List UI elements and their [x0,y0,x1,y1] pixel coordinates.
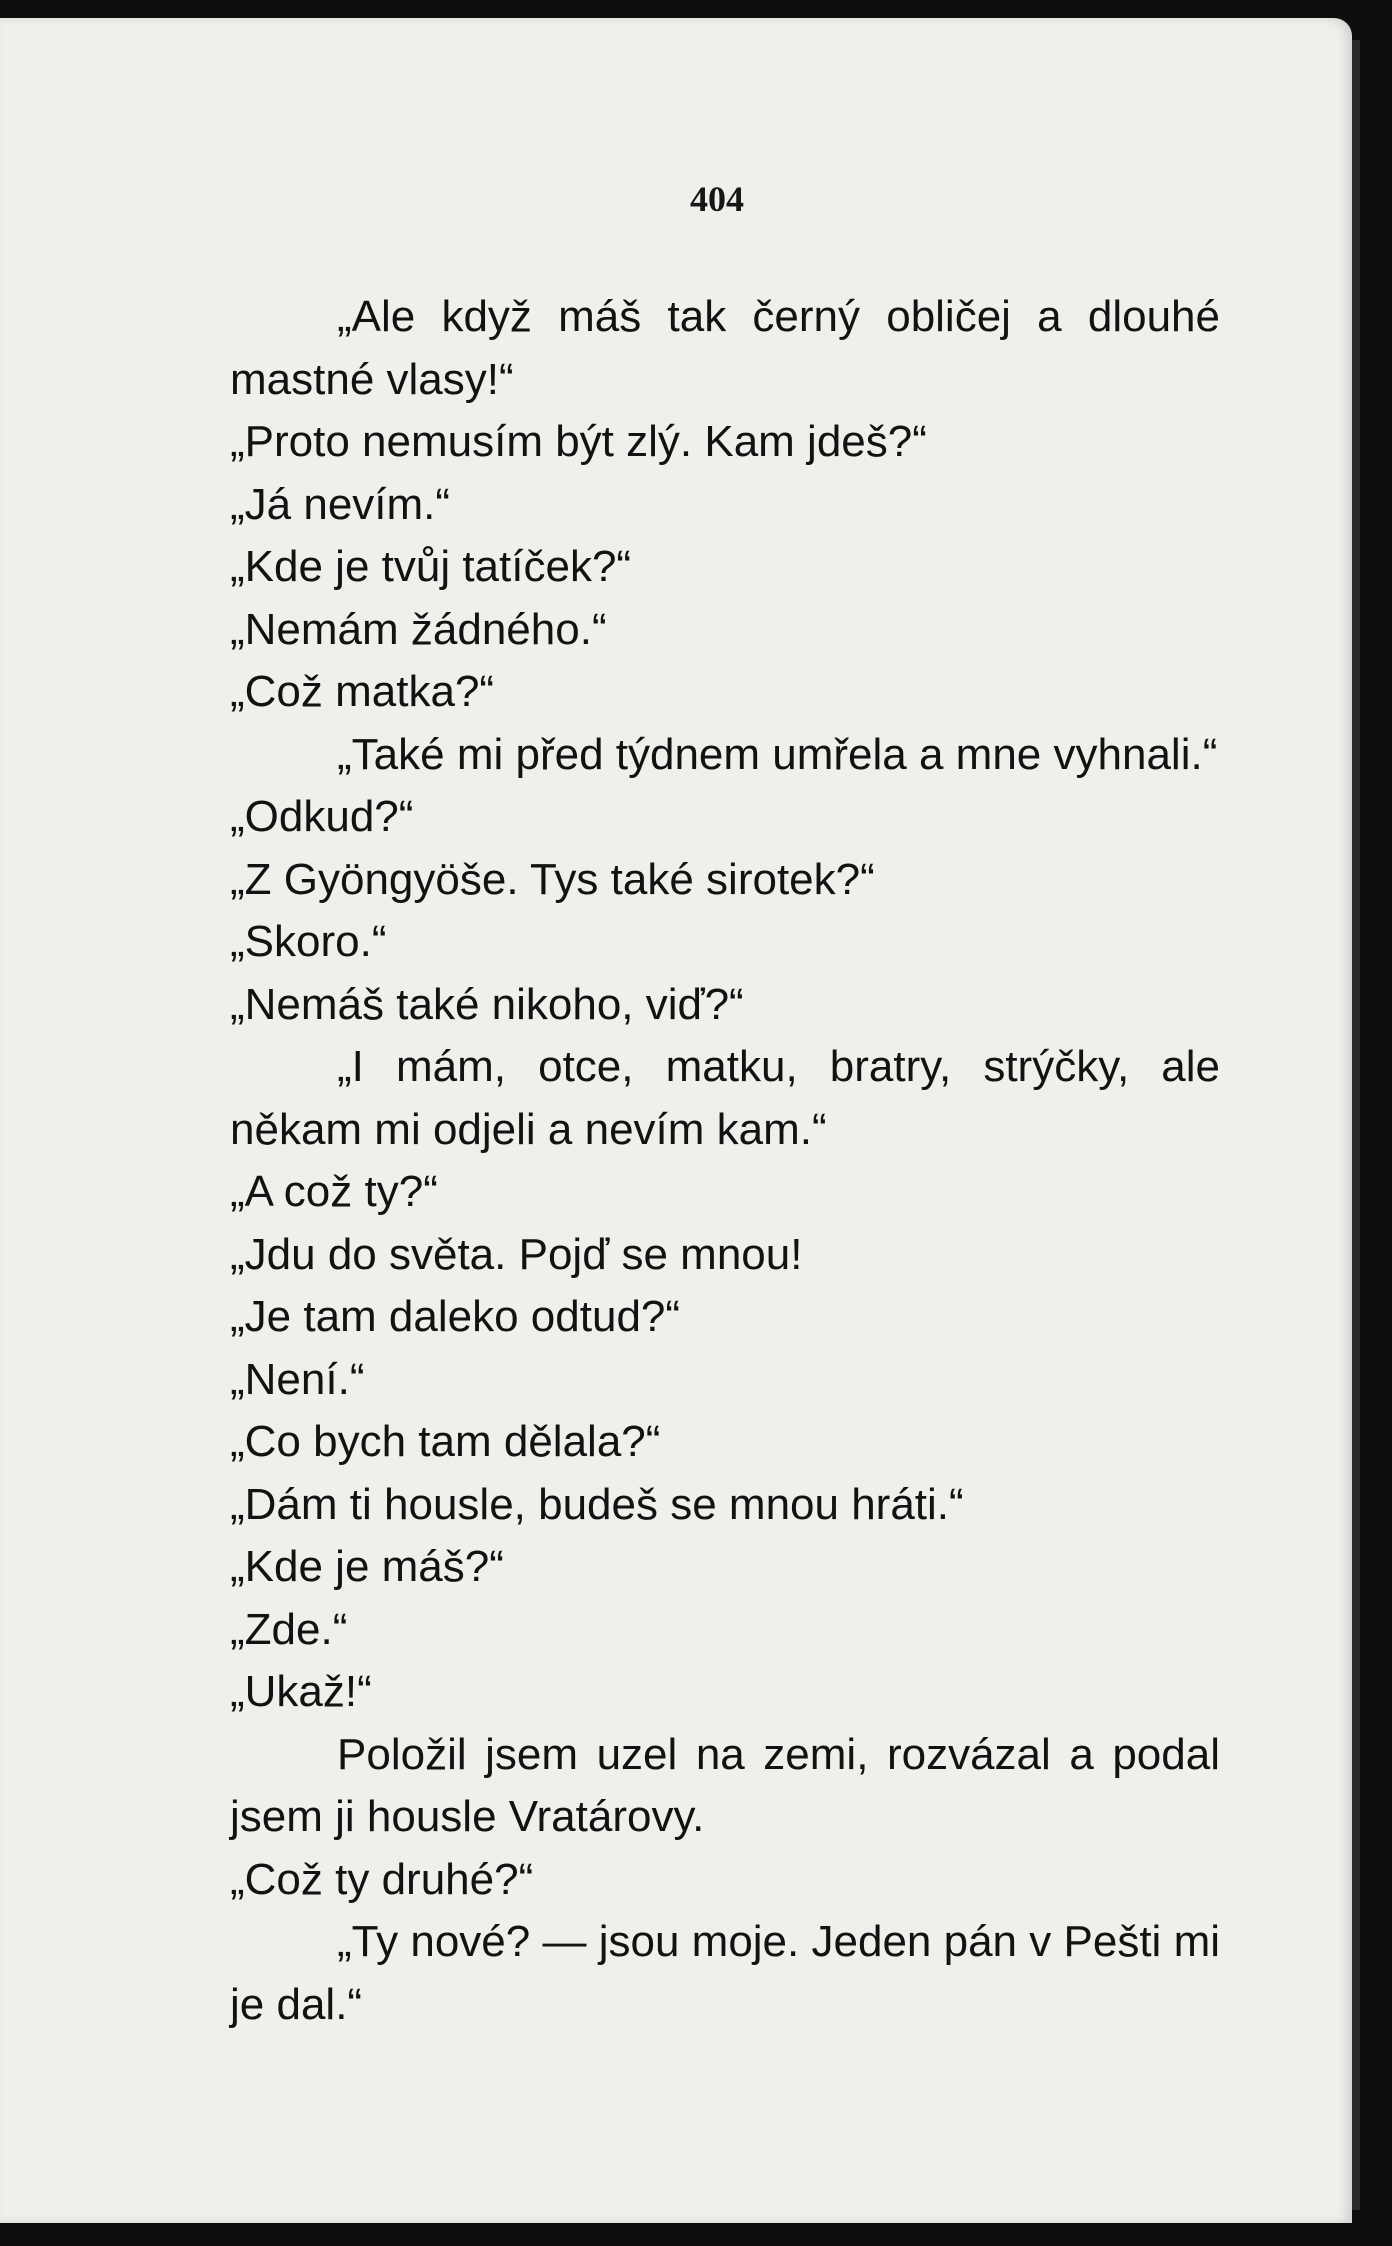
paragraph: „Nemáš také nikoho, viď?“ [230,979,744,1029]
paragraph: „Nemám žádného.“ [230,604,607,654]
paragraph: „Ale když máš tak černý obličej a dlouhé mastné vlasy!“ [230,292,1220,404]
paragraph: „Dám ti housle, budeš se mnou hráti.“ [230,1479,964,1529]
paragraph: „Odkud?“ [230,792,414,841]
paragraph: „Co bych tam dělala?“ [230,1417,661,1466]
paragraph: „Proto nemusím být zlý. Kam jdeš?“ [230,417,927,466]
body-text [230,286,1220,2036]
paragraph: „Skoro.“ [230,917,387,966]
paragraph: Položil jsem uzel na zemi, rozvázal a podal jsem ji housle Vratárovy. [230,1729,1220,1841]
paragraph: „Kde je máš?“ [230,1542,504,1591]
paragraph: „Já nevím.“ [230,479,451,529]
page-number: 404 [690,179,744,219]
paragraph: „Také mi před týdnem umřela a mne vyhnali.“ [337,729,1218,779]
page-edge [1352,40,1360,2210]
paragraph: „Ty nové? — jsou moje. Jeden pán v Pešti mi je dal.“ [230,1917,1220,2029]
paragraph: „Což matka?“ [230,667,495,716]
paragraph: „Není.“ [230,1354,365,1404]
paragraph: „Ukaž!“ [230,1667,372,1716]
paragraph: „Kde je tvůj tatíček?“ [230,542,632,591]
paragraph: „Je tam daleko odtud?“ [230,1292,681,1341]
paragraph: „Což ty druhé?“ [230,1854,534,1904]
paragraph: „Jdu do světa. Pojď se mnou! [230,1229,803,1279]
paragraph: „I mám, otce, matku, bratry, strýčky, ale někam mi odjeli a nevím kam.“ [230,1042,1220,1154]
paragraph: „Z Gyöngyöše. Tys také sirotek?“ [230,854,875,904]
page-sheet [0,18,1352,2223]
paragraph: „A což ty?“ [230,1167,438,1216]
paragraph: „Zde.“ [230,1604,348,1654]
